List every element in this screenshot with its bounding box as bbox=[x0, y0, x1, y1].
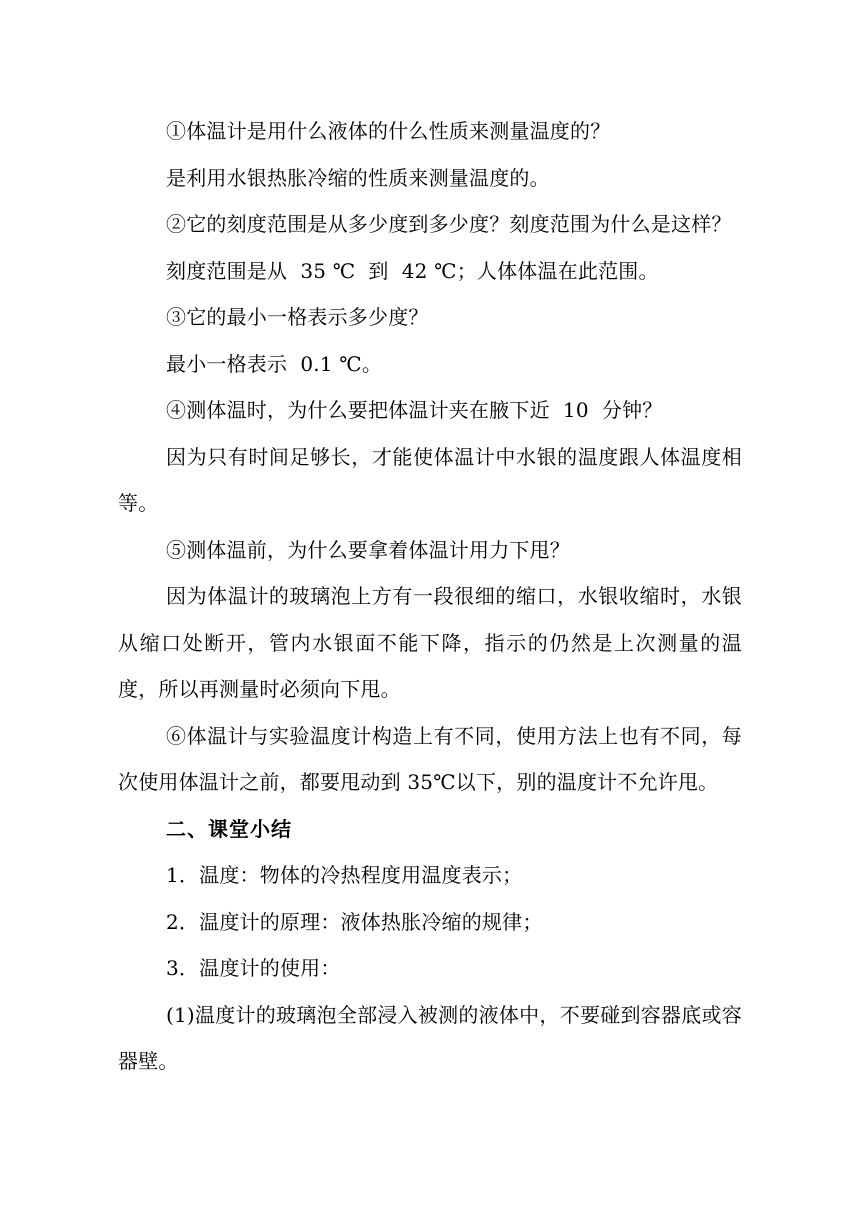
document-body bbox=[118, 108, 742, 1085]
summary-item-2: 2．温度计的原理：液体热胀冷缩的规律； bbox=[166, 909, 543, 934]
section-heading-summary: 二、课堂小结 bbox=[166, 816, 292, 841]
summary-item-3: 3．温度计的使用： bbox=[166, 956, 341, 980]
question-2: ②它的刻度范围是从多少度到多少度？刻度范围为什么是这样？ bbox=[166, 212, 732, 236]
summary-item-3-sub-1: (1)温度计的玻璃泡全部浸入被测的液体中，不要碰到容器底或容器壁。 bbox=[118, 1002, 742, 1073]
answer-5: 因为体温计的玻璃泡上方有一段很细的缩口，水银收缩时，水银从缩口处断开，管内水银面不能下降，指示的仍然是上次测量的温度，所以再测量时必须向下甩。 bbox=[118, 584, 742, 701]
answer-4: 因为只有时间足够长，才能使体温计中水银的温度跟人体温度相等。 bbox=[118, 444, 742, 515]
answer-3: 最小一格表示 0.1 ℃。 bbox=[166, 351, 383, 376]
question-3: ③它的最小一格表示多少度？ bbox=[166, 305, 429, 329]
answer-2: 刻度范围是从 35 ℃ 到 42 ℃；人体体温在此范围。 bbox=[166, 258, 659, 283]
question-5: ⑤测体温前，为什么要拿着体温计用力下甩？ bbox=[166, 537, 570, 562]
answer-1: 是利用水银热胀冷缩的性质来测量温度的。 bbox=[166, 165, 550, 190]
question-4: ④测体温时，为什么要把体温计夹在腋下近 10 分钟？ bbox=[166, 398, 663, 422]
note-6: ⑥体温计与实验温度计构造上有不同，使用方法上也有不同，每次使用体温计之前，都要甩动到 35℃以下，别的温度计不允许甩。 bbox=[118, 723, 742, 794]
summary-item-1: 1．温度：物体的冷热程度用温度表示； bbox=[166, 863, 523, 887]
question-1: ①体温计是用什么液体的什么性质来测量温度的？ bbox=[166, 119, 611, 143]
